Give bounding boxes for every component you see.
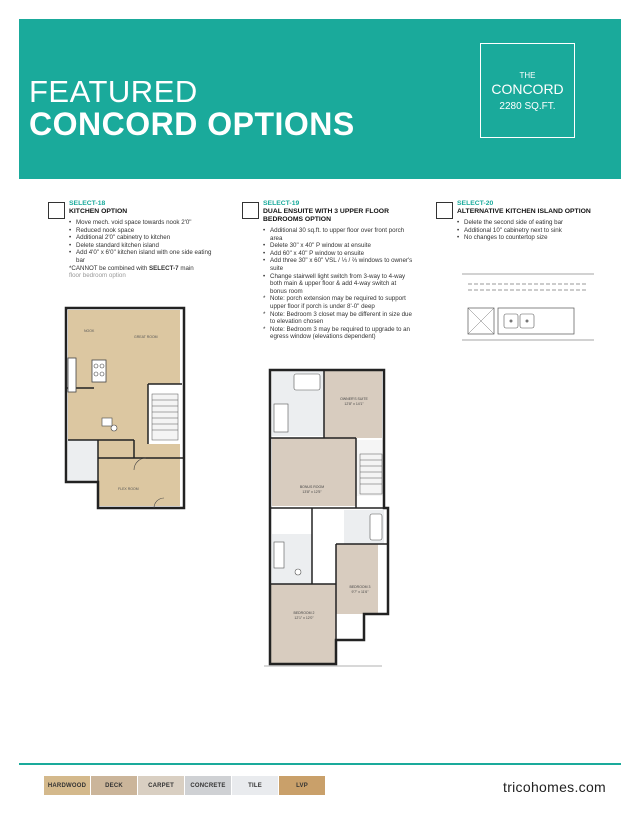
option-checkbox-18[interactable] (48, 202, 65, 219)
island-detail-plan (462, 272, 594, 342)
flooring-legend (44, 776, 326, 795)
option-checkbox-20[interactable] (436, 202, 453, 219)
swatch-deck: DECK (91, 776, 137, 795)
room-label-owners-suite: OWNER'S SUITE (340, 397, 368, 401)
option-title: ALTERNATIVE KITCHEN ISLAND OPTION (457, 208, 591, 215)
swatch-carpet: CARPET (138, 776, 184, 795)
room-label-great-room: GREAT ROOM (134, 335, 158, 339)
option-title: KITCHEN OPTION (69, 208, 128, 215)
list-item: • Additional 2'0" cabinetry to kitchen (69, 234, 219, 242)
list-item: • Add three 30" x 60" VSL / ⅓ / ⅔ windows to owner's suite (263, 257, 413, 272)
option-items (69, 219, 219, 280)
list-item: • No changes to countertop size (457, 234, 607, 242)
model-the-label: THE (519, 71, 536, 80)
model-info-box (480, 43, 575, 138)
room-label-flex: FLEX ROOM (118, 487, 139, 491)
swatch-lvp: LVP (279, 776, 325, 795)
upper-floor-plan (264, 364, 394, 668)
option-items (263, 227, 413, 341)
room-dim-bedroom3: 9'7" x 11'6" (351, 590, 369, 594)
option-note: *CANNOT be combined with SELECT-7 main floor bedroom option (69, 264, 194, 280)
room-dim-owners-suite: 12'8" x 14'1" (344, 402, 364, 406)
bonus-room-floor (272, 438, 356, 506)
room-label-bedroom2: BEDROOM 2 (293, 611, 315, 615)
room-label-bedroom3: BEDROOM 3 (349, 585, 371, 589)
list-item: • Additional 10" cabinetry next to sink (457, 227, 607, 235)
tile-floor (68, 440, 98, 482)
kitchen-island (92, 360, 106, 382)
option-code: SELECT-20 (457, 200, 494, 207)
list-item: • Change stairwell light switch from 3-way to 4-way both main & upper floor & add 4-way switch at bonus room (263, 273, 413, 296)
bedroom3-floor (336, 544, 378, 614)
list-item: • Reduced nook space (69, 227, 219, 235)
option-items (457, 219, 607, 242)
footer-rule (19, 763, 621, 765)
list-item: • Add 60" x 40" P window to ensuite (263, 250, 413, 258)
room-label-bonus: BONUS ROOM (299, 485, 325, 489)
island-counter (498, 308, 574, 334)
swatch-concrete: CONCRETE (185, 776, 231, 795)
option-checkbox-19[interactable] (242, 202, 259, 219)
option-code: SELECT-18 (69, 200, 106, 207)
list-item: • Move mech. void space towards nook 2'0" (69, 219, 219, 227)
option-note: * Note: porch extension may be required to support upper floor if porch is under 8'-0" deep (263, 295, 413, 310)
website-link[interactable]: tricohomes.com (503, 779, 607, 795)
swatch-tile: TILE (232, 776, 278, 795)
room-dim-bonus: 13'8" x 12'5" (302, 490, 322, 494)
model-sqft: 2280 SQ.FT. (499, 101, 556, 112)
main-floor-plan (54, 298, 189, 523)
list-item: • Add 4'0" x 6'0" kitchen island with one side eating bar (69, 249, 219, 264)
option-note: * Note: Bedroom 3 may be required to upgrade to an egress window (elevations dependent) (263, 326, 413, 341)
list-item: • Delete standard kitchen island (69, 242, 219, 250)
list-item: • Delete the second side of eating bar (457, 219, 607, 227)
page-title-options: CONCORD OPTIONS (29, 106, 355, 142)
room-label-nook: NOOK (84, 329, 95, 333)
bedroom2-floor (270, 584, 336, 664)
list-item: • Delete 30" x 40" P window at ensuite (263, 242, 413, 250)
option-title: DUAL ENSUITE WITH 3 UPPER FLOOR BEDROOMS OPTION (263, 208, 390, 223)
model-name: CONCORD (491, 81, 564, 97)
option-code: SELECT-19 (263, 200, 300, 207)
hardwood-floor-lower (98, 440, 180, 506)
swatch-hardwood: HARDWOOD (44, 776, 90, 795)
page-title-featured: FEATURED (29, 74, 198, 109)
stairs-upper (360, 454, 382, 494)
stairs (152, 394, 178, 440)
option-note: * Note: Bedroom 3 closet may be different in size due to elevation chosen (263, 311, 413, 326)
list-item: • Additional 30 sq.ft. to upper floor over front porch area (263, 227, 413, 242)
room-dim-bedroom2: 12'1" x 12'0" (294, 616, 314, 620)
